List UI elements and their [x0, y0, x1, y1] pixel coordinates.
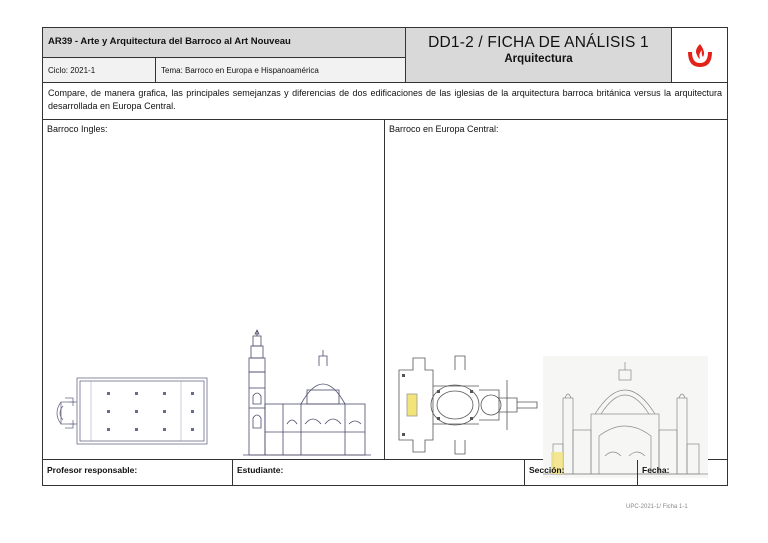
course-title: AR39 - Arte y Arquitectura del Barroco al Art Nouveau: [43, 28, 406, 58]
sheet-title: DD1-2 / FICHA DE ANÁLISIS 1: [428, 34, 649, 51]
instructions-text: Compare, de manera grafica, las principales semejanzas y diferencias de dos edificaciones de las iglesias de la arquitectura barroca británica versus la arquitectura desarrollada en Europa Central.: [43, 83, 727, 120]
logo-box: [672, 28, 727, 83]
cycle-label: Ciclo: 2021-1: [43, 58, 156, 83]
central-europe-baroque-label: Barroco en Europa Central:: [389, 124, 499, 134]
topic-label: Tema: Barroco en Europa e Hispanoamérica: [156, 58, 406, 83]
sheet-subtitle: Arquitectura: [504, 53, 573, 65]
fecha-field: Fecha:: [642, 465, 670, 475]
english-baroque-panel: [43, 120, 385, 460]
english-floor-plan-drawing: [51, 372, 211, 452]
upc-logo-icon: [685, 40, 715, 70]
analysis-sheet: [42, 27, 728, 486]
profesor-field: Profesor responsable:: [43, 460, 233, 485]
central-europe-baroque-panel: [385, 120, 727, 460]
sheet-title-block: [406, 28, 672, 83]
estudiante-field: Estudiante:: [233, 460, 525, 485]
seccion-field: Sección:: [525, 460, 638, 485]
english-baroque-label: Barroco Ingles:: [47, 124, 108, 134]
page-note: UPC-2021-1/ Ficha 1-1: [626, 504, 688, 510]
english-church-section-drawing: [243, 328, 373, 458]
central-europe-floor-plan-drawing: [393, 350, 543, 460]
